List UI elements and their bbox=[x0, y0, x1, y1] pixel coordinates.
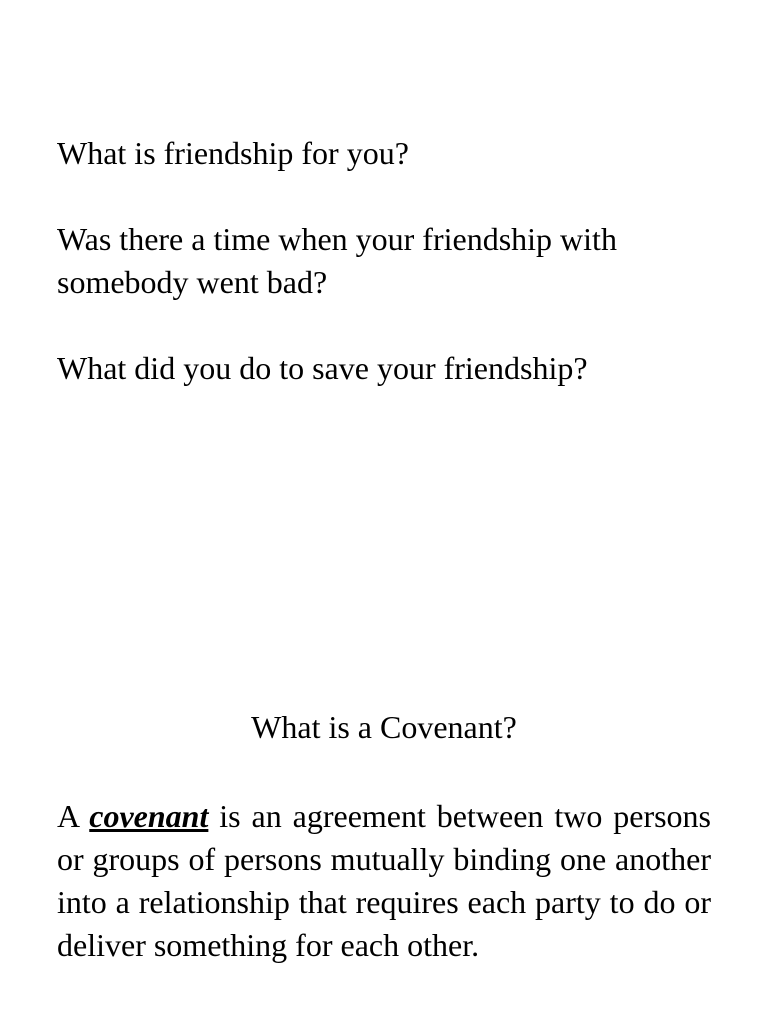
covenant-heading: What is a Covenant? bbox=[251, 709, 517, 745]
question-friendship-went-bad bbox=[57, 218, 617, 304]
question-line-1: Was there a time when your friendship with bbox=[57, 221, 617, 257]
question-friendship-meaning: What is friendship for you? bbox=[57, 135, 409, 171]
question-save-friendship: What did you do to save your friendship? bbox=[57, 350, 588, 386]
covenant-term: covenant bbox=[89, 798, 209, 834]
definition-text: is an agreement between two persons or groups of persons mutually binding one another into a relationship that requires each party to do or deliver something for each other. bbox=[57, 798, 712, 963]
definition-lead: A bbox=[57, 798, 90, 834]
covenant-definition bbox=[57, 795, 711, 967]
question-line-2: somebody went bad? bbox=[57, 264, 328, 300]
